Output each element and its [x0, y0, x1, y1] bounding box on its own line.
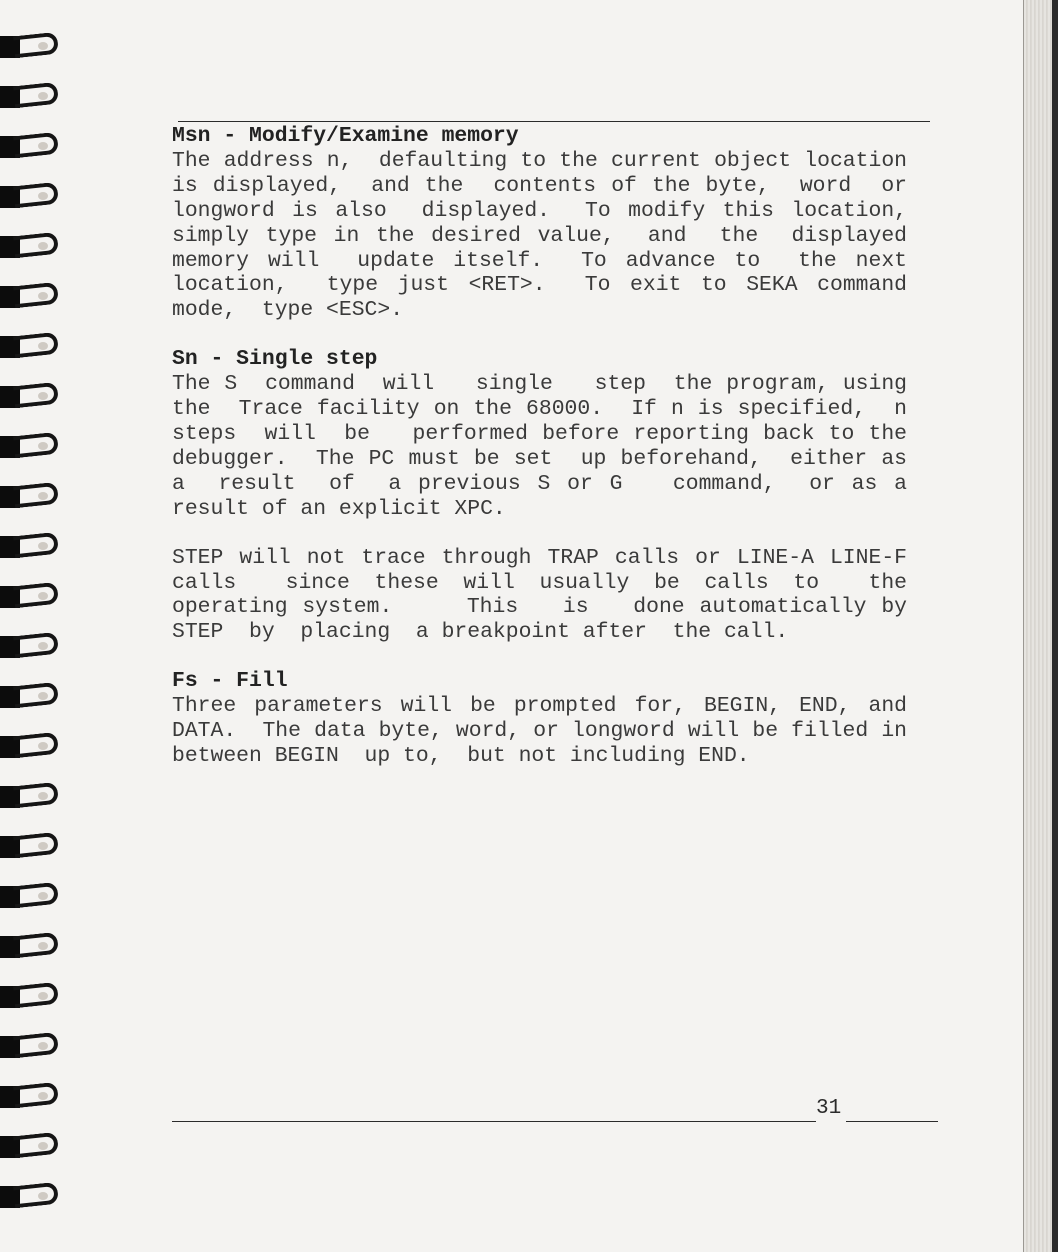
binding-coil [0, 1030, 58, 1060]
binding-coil [0, 930, 58, 960]
binding-coil [0, 180, 58, 210]
binding-coil [0, 380, 58, 410]
paragraph: The S command will single step the program, using the Trace facility on the 68000. If n is specified, n steps will be performed before reporting back to the debugger. The PC must be set up beforehand, either as a result of a previous S or G command, or as a result of an explicit XPC. [172, 372, 933, 521]
paragraph: The address n, defaulting to the current object location is displayed, and the contents of the byte, word or longword is also displayed. To modify this location, simply type in the desired value, and the displayed memory will update itself. To advance to the next location, type just <RET>. To exit to SEKA command mode, type <ESC>. [172, 148, 933, 323]
binding-coil [0, 530, 58, 560]
section-single-step [172, 347, 933, 645]
binding-coil [0, 980, 58, 1010]
section-heading: Msn - Modify/Examine memory [172, 124, 519, 148]
paragraph: STEP will not trace through TRAP calls or LINE-A LINE-F calls since these will usually be calls to the operating system. This is done automatically by STEP by placing a breakpoint after the call. [172, 545, 933, 645]
binding-coil [0, 30, 58, 60]
binding-coil [0, 230, 58, 260]
section-modify-examine-memory [172, 124, 933, 323]
spiral-binding [0, 0, 70, 1252]
binding-coil [0, 680, 58, 710]
binding-coil [0, 430, 58, 460]
binding-coil [0, 880, 58, 910]
binding-coil [0, 1180, 58, 1210]
binding-coil [0, 730, 58, 760]
binding-coil [0, 1080, 58, 1110]
binding-coil [0, 780, 58, 810]
page-number: 31 [816, 1097, 842, 1120]
section-heading: Sn - Single step [172, 347, 378, 372]
binding-coil [0, 80, 58, 110]
binding-coil [0, 330, 58, 360]
footer-rule-left [172, 1121, 816, 1122]
paragraph: Three parameters will be prompted for, BEGIN, END, and DATA. The data byte, word, or longword will be filled in between BEGIN up to, but not including END. [172, 694, 920, 768]
binding-coil [0, 580, 58, 610]
section-fill [172, 669, 920, 769]
binding-coil [0, 830, 58, 860]
top-rule [178, 121, 930, 122]
binding-coil [0, 130, 58, 160]
binding-coil [0, 480, 58, 510]
footer-rule-right [846, 1121, 938, 1122]
section-heading: Fs - Fill [172, 669, 288, 694]
page-body [172, 124, 933, 793]
binding-coil [0, 280, 58, 310]
binding-coil [0, 1130, 58, 1160]
page-shadow-edge [1052, 0, 1058, 1252]
binding-coil [0, 630, 58, 660]
